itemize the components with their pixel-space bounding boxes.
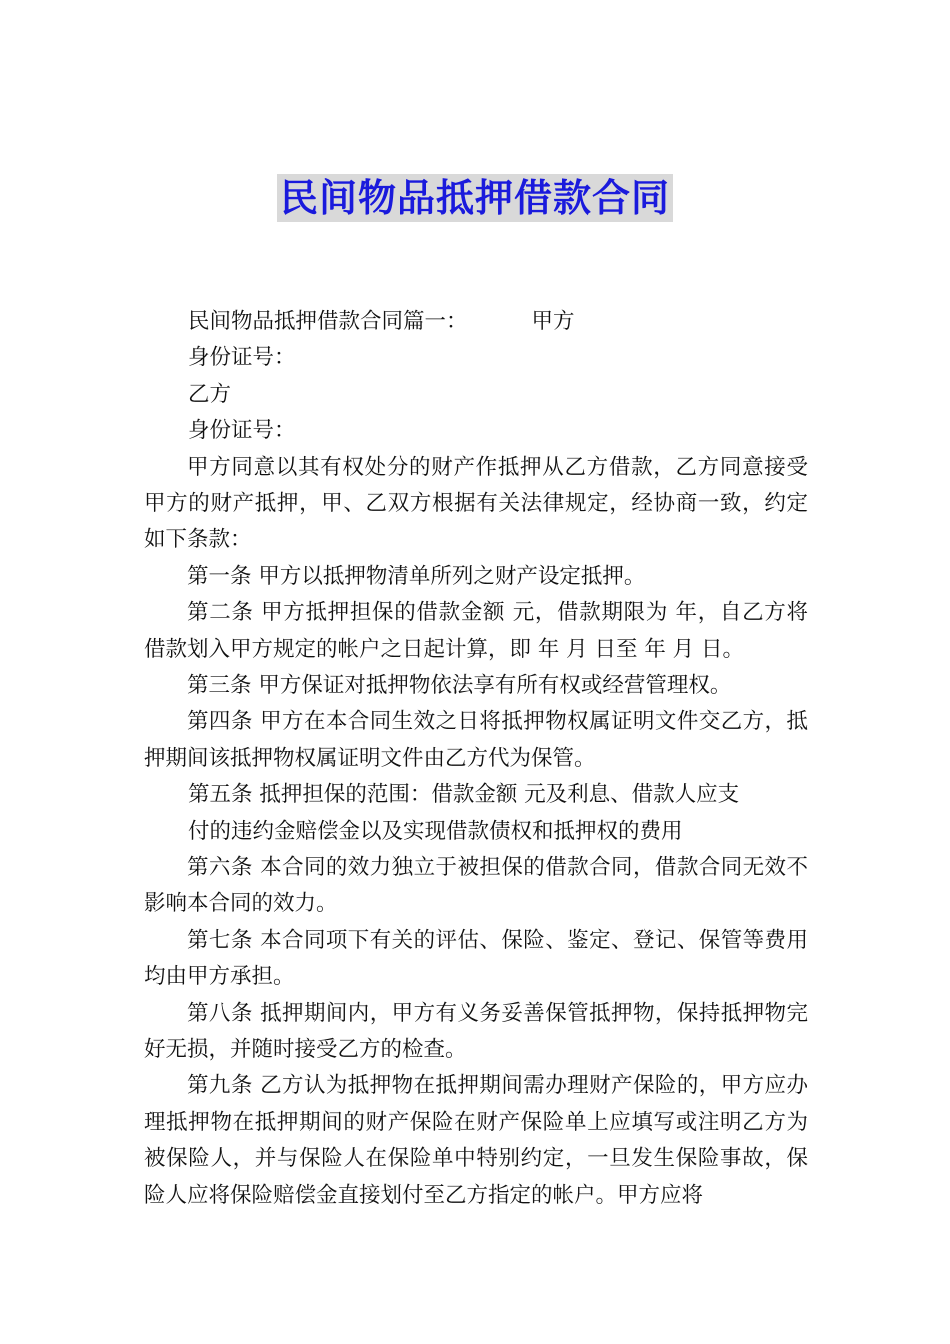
document-body [144, 304, 808, 1214]
paragraph-article-8: 第八条 抵押期间内，甲方有义务妥善保管抵押物，保持抵押物完好无损，并随时接受乙方的检查。 [144, 1000, 808, 1063]
article-5-line-2: 付的违约金赔偿金以及实现借款债权和抵押权的费用 [188, 818, 683, 844]
intro-heading: 民间物品抵押借款合同篇一： [188, 309, 468, 334]
paragraph-article-4: 第四条 甲方在本合同生效之日将抵押物权属证明文件交乙方，抵押期间该抵押物权属证明文件由乙方代为保管。 [144, 709, 808, 771]
article-5-line-1: 第五条 抵押担保的范围：借款金额 元及利息、借款人应支 [188, 782, 740, 808]
document-title: 民间物品抵押借款合同 [277, 174, 673, 222]
paragraph-article-7: 第七条 本合同项下有关的评估、保险、鉴定、登记、保管等费用均由甲方承担。 [144, 927, 808, 990]
paragraph-article-3: 第三条 甲方保证对抵押物依法享有所有权或经营管理权。 [187, 673, 732, 698]
party-a-label: 甲方 [531, 309, 575, 334]
paragraph-article-1: 第一条 甲方以抵押物清单所列之财产设定抵押。 [187, 563, 646, 589]
paragraph-preamble: 甲方同意以其有权处分的财产作抵押从乙方借款，乙方同意接受甲方的财产抵押，甲、乙双方根据有关法律规定，经协商一致，约定如下条款： [144, 454, 808, 553]
title-container [0, 174, 950, 222]
intro-line [144, 304, 808, 340]
id-label-b: 身份证号： [188, 418, 296, 444]
party-b-label: 乙方 [188, 381, 232, 407]
paragraph-article-2: 第二条 甲方抵押担保的借款金额 元，借款期限为 年，自乙方将借款划入甲方规定的帐户之日起计算，即 年 月 日至 年 月 日。 [144, 600, 808, 662]
paragraph-article-9: 第九条 乙方认为抵押物在抵押期间需办理财产保险的，甲方应办理抵押物在抵押期间的财产保险在财产保险单上应填写或注明乙方为被保险人，并与保险人在保险单中特别约定，一旦发生保险事故，保险人应将保险赔偿金直接划付至乙方指定的帐户。甲方应将 [144, 1073, 808, 1208]
id-label-a: 身份证号： [188, 345, 296, 371]
paragraph-article-6: 第六条 本合同的效力独立于被担保的借款合同，借款合同无效不影响本合同的效力。 [144, 855, 808, 917]
